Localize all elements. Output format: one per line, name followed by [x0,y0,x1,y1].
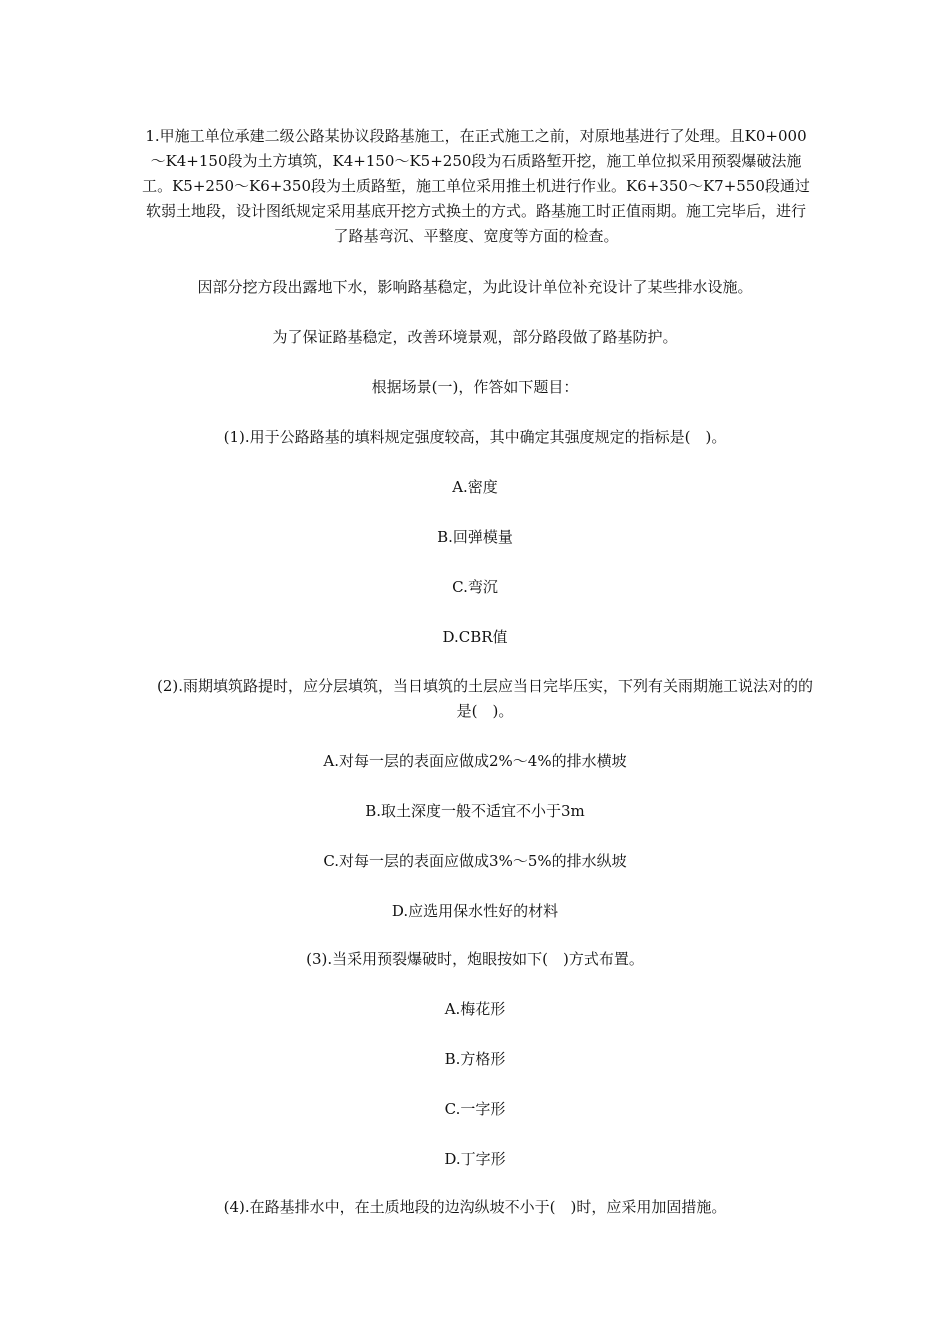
groundwater-paragraph: 因部分挖方段出露地下水，影响路基稳定，为此设计单位补充设计了某些排水设施。 [197,278,753,296]
question-2-option-a: A.对每一层的表面应做成2%～4%的排水横坡 [323,752,627,770]
question-3-option-d: D.丁字形 [444,1150,506,1168]
question-2-option-c: C.对每一层的表面应做成3%～5%的排水纵坡 [323,852,627,870]
question-1-option-d: D.CBR值 [442,628,508,646]
question-2-option-b: B.取土深度一般不适宜不小于3m [365,802,585,820]
question-1-option-c: C.弯沉 [452,578,498,596]
question-2-option-d: D.应选用保水性好的材料 [391,902,559,920]
protection-paragraph: 为了保证路基稳定，改善环境景观，部分路段做了路基防护。 [272,328,678,346]
question-1-option-b: B.回弹模量 [437,528,513,546]
question-3-option-a: A.梅花形 [444,1000,506,1018]
question-3-option-c: C.一字形 [444,1100,506,1118]
instruction-paragraph: 根据场景(一)，作答如下题目： [371,378,579,396]
question-3-option-b: B.方格形 [444,1050,506,1068]
question-1-stem: (1).用于公路路基的填料规定强度较高，其中确定其强度规定的指标是( )。 [223,428,727,446]
question-4-stem: (4).在路基排水中，在土质地段的边沟纵坡不小于( )时，应采用加固措施。 [223,1198,727,1216]
intro-paragraph: 1.甲施工单位承建二级公路某协议段路基施工，在正式施工之前，对原地基进行了处理。且K0+000～K4+150段为土方填筑，K4+150～K5+250段为石质路堑开挖，施工单位拟采用预裂爆破法施工。K5+250～K6+350段为土质路堑，施工单位采用推土机进行作业。K6+350～K7+550段通过软弱土地段，设计图纸规定采用基底开挖方式换土的方式。路基施工时正值雨期。施工完毕后，进行了路基弯沉、平整度、宽度等方面的检查。 [142,127,810,245]
question-3-stem: (3).当采用预裂爆破时，炮眼按如下( )方式布置。 [306,950,644,968]
question-1-option-a: A.密度 [452,478,498,496]
question-2-stem: (2).雨期填筑路提时，应分层填筑，当日填筑的土层应当日完毕压实，下列有关雨期施工说法对的的是( )。 [156,677,814,720]
